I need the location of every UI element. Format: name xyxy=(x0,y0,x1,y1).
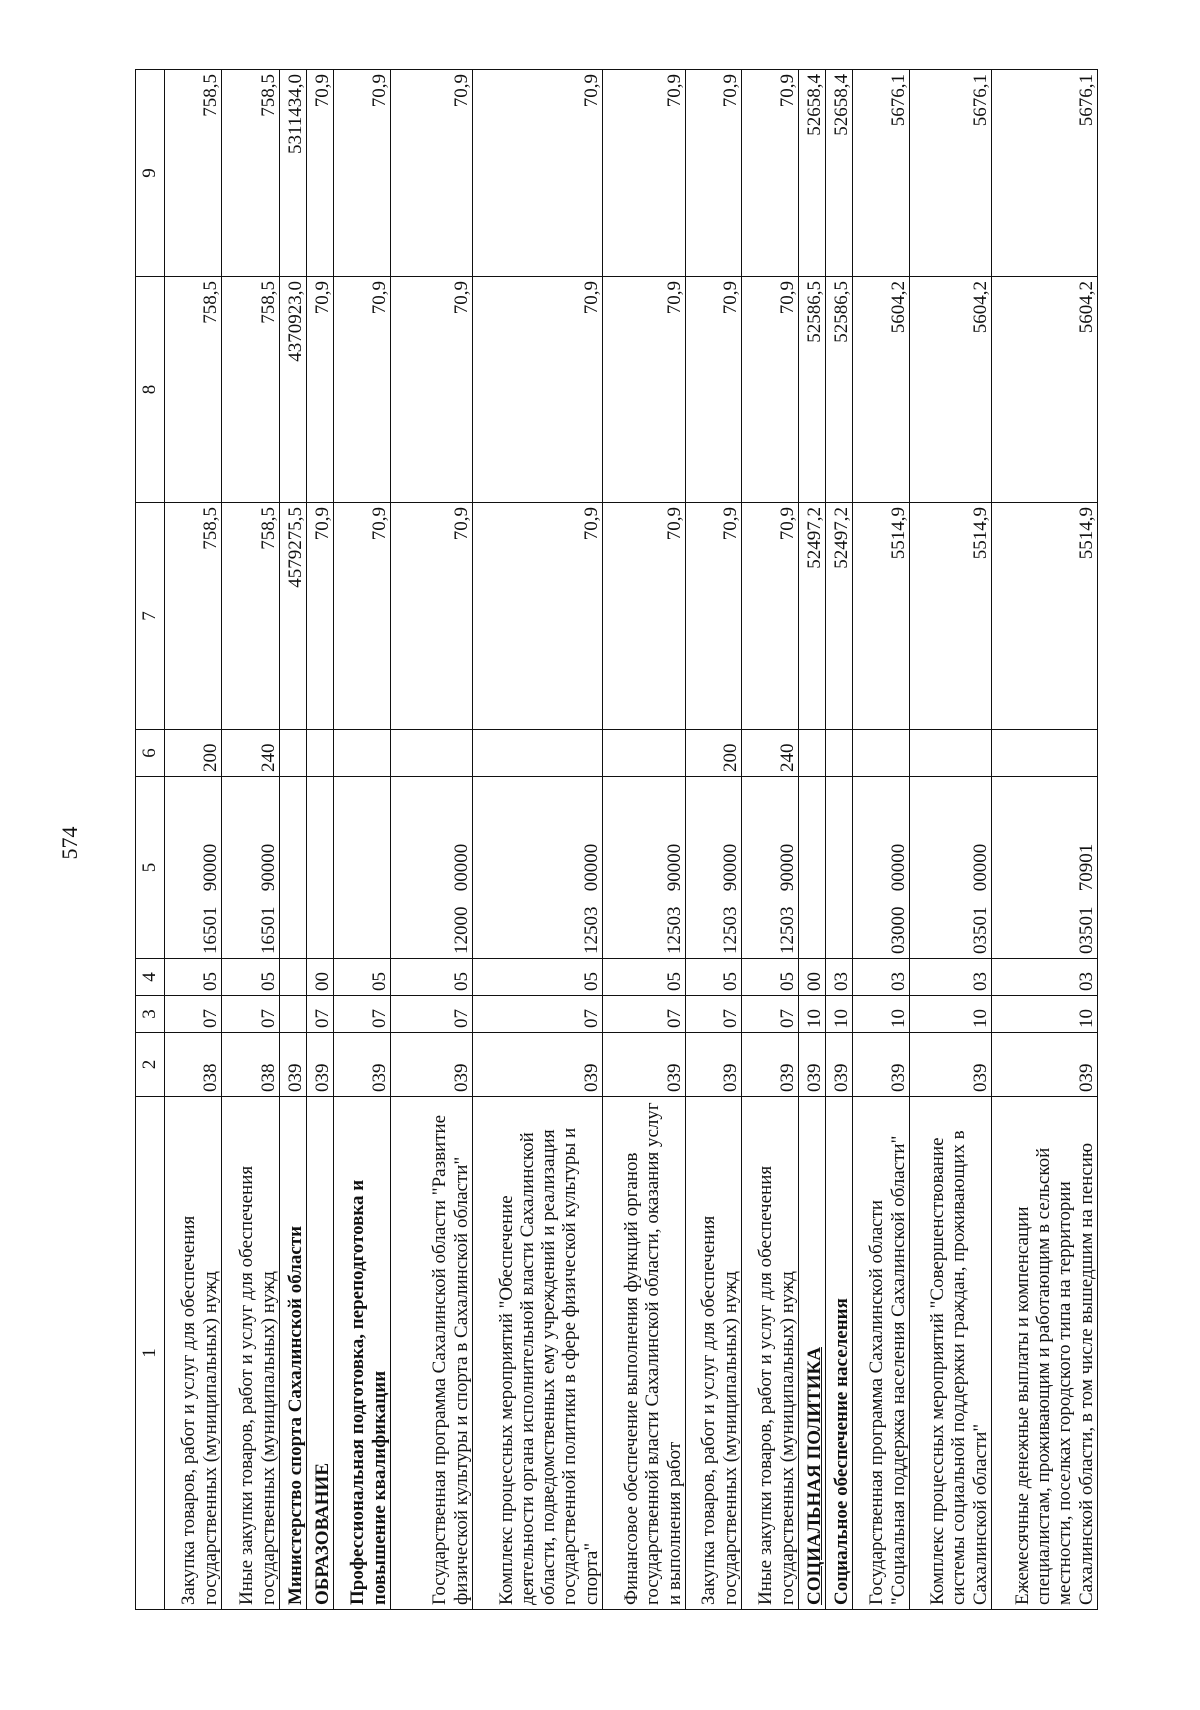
cell-c2: 039 xyxy=(280,1033,307,1097)
row-name: Комплекс процессных мероприятий "Обеспечение деятельности органа исполнительной власти Сахалинской области, подведомственных ему учреждений и реализация государственной политики в сфере физической культуры и спорта" xyxy=(473,1097,603,1610)
cell-c3: 07 xyxy=(603,996,686,1033)
cell-c5 xyxy=(742,777,799,959)
cell-c3: 07 xyxy=(165,996,222,1033)
cell-c3: 07 xyxy=(742,996,799,1033)
csr-part-1: 16501 xyxy=(199,906,221,954)
cell-c5 xyxy=(222,777,280,959)
cell-c3: 07 xyxy=(686,996,742,1033)
row-name: Ежемесячные денежные выплаты и компенсации специалистам, проживающим и работающим в сельской местности, поселках городского типа на территории Сахалинской области, в том числе вышедшим на пенсию xyxy=(992,1097,1098,1610)
cell-c8: 70,9 xyxy=(473,277,603,503)
cell-c7: 5514,9 xyxy=(992,503,1098,730)
csr-part-2: 90000 xyxy=(719,843,741,892)
cell-c2: 039 xyxy=(391,1033,473,1097)
cell-c8: 70,9 xyxy=(307,277,334,503)
cell-c2: 039 xyxy=(603,1033,686,1097)
csr-part-2: 00000 xyxy=(887,843,909,892)
cell-c4: 03 xyxy=(826,959,853,996)
row-name: Иные закупки товаров, работ и услуг для обеспечения государственных (муниципальных) нужд xyxy=(222,1097,280,1610)
cell-c6: 240 xyxy=(222,730,280,777)
row-name: ОБРАЗОВАНИЕ xyxy=(307,1097,334,1610)
cell-c6 xyxy=(307,730,334,777)
cell-c7: 70,9 xyxy=(603,503,686,730)
csr-part-2: 00000 xyxy=(580,843,602,892)
cell-c9: 5676,1 xyxy=(853,70,910,277)
cell-c5 xyxy=(826,777,853,959)
cell-c2: 039 xyxy=(307,1033,334,1097)
table-row xyxy=(826,70,853,1610)
cell-c7: 4579275,5 xyxy=(280,503,307,730)
row-name xyxy=(799,1097,826,1610)
header-row xyxy=(136,70,165,1610)
cell-c5 xyxy=(910,777,992,959)
csr-part-1: 03501 xyxy=(1075,906,1097,954)
cell-c4: 05 xyxy=(473,959,603,996)
cell-c3: 07 xyxy=(334,996,391,1033)
cell-c8: 5604,2 xyxy=(910,277,992,503)
cell-c9: 70,9 xyxy=(307,70,334,277)
table-row xyxy=(334,70,391,1610)
cell-c9: 52658,4 xyxy=(799,70,826,277)
cell-c5 xyxy=(853,777,910,959)
cell-c2: 039 xyxy=(473,1033,603,1097)
cell-c2: 039 xyxy=(992,1033,1098,1097)
table-row xyxy=(603,70,686,1610)
cell-c4: 05 xyxy=(391,959,473,996)
cell-c9: 70,9 xyxy=(603,70,686,277)
row-name: Министерство спорта Сахалинской области xyxy=(280,1097,307,1610)
cell-c8: 758,5 xyxy=(222,277,280,503)
cell-c4: 03 xyxy=(992,959,1098,996)
csr-part-1: 12503 xyxy=(663,906,685,954)
col-header-2: 2 xyxy=(136,1033,165,1097)
row-name: Закупка товаров, работ и услуг для обеспечения государственных (муниципальных) нужд xyxy=(686,1097,742,1610)
cell-c7: 70,9 xyxy=(391,503,473,730)
cell-c9: 5676,1 xyxy=(910,70,992,277)
cell-c9: 70,9 xyxy=(686,70,742,277)
page-number: 574 xyxy=(57,826,82,860)
cell-c8: 70,9 xyxy=(391,277,473,503)
table-row xyxy=(280,70,307,1610)
table-row xyxy=(473,70,603,1610)
csr-part-1: 12503 xyxy=(580,906,602,954)
col-header-9: 9 xyxy=(136,70,165,277)
cell-c7: 758,5 xyxy=(222,503,280,730)
csr-part-1: 12503 xyxy=(719,906,741,954)
cell-c8: 4370923,0 xyxy=(280,277,307,503)
cell-c6 xyxy=(992,730,1098,777)
table-row xyxy=(910,70,992,1610)
csr-part-1: 03501 xyxy=(969,906,991,954)
cell-c4 xyxy=(280,959,307,996)
col-header-7: 7 xyxy=(136,503,165,730)
cell-c6: 200 xyxy=(686,730,742,777)
cell-c5 xyxy=(686,777,742,959)
row-name: Комплекс процессных мероприятий "Совершенствование системы социальной поддержки граждан, проживающих в Сахалинской области" xyxy=(910,1097,992,1610)
csr-part-2: 90000 xyxy=(776,843,798,892)
col-header-6: 6 xyxy=(136,730,165,777)
cell-c6 xyxy=(799,730,826,777)
cell-c2: 039 xyxy=(686,1033,742,1097)
cell-c7: 70,9 xyxy=(686,503,742,730)
cell-c6 xyxy=(603,730,686,777)
cell-c5 xyxy=(334,777,391,959)
row-name: Профессиональная подготовка, переподготовка и повышение квалификации xyxy=(334,1097,391,1610)
table-row xyxy=(992,70,1098,1610)
table-row xyxy=(742,70,799,1610)
row-name: Иные закупки товаров, работ и услуг для обеспечения государственных (муниципальных) нужд xyxy=(742,1097,799,1610)
cell-c4: 05 xyxy=(334,959,391,996)
cell-c3: 10 xyxy=(992,996,1098,1033)
row-name: Государственная программа Сахалинской области "Развитие физической культуры и спорта в Сахалинской области" xyxy=(391,1097,473,1610)
cell-c4: 03 xyxy=(910,959,992,996)
cell-c2: 039 xyxy=(742,1033,799,1097)
cell-c7: 70,9 xyxy=(334,503,391,730)
cell-c6 xyxy=(853,730,910,777)
cell-c5 xyxy=(473,777,603,959)
cell-c3 xyxy=(280,996,307,1033)
cell-c9: 70,9 xyxy=(391,70,473,277)
cell-c5 xyxy=(603,777,686,959)
csr-part-1: 12503 xyxy=(776,906,798,954)
cell-c3: 10 xyxy=(799,996,826,1033)
table-row xyxy=(307,70,334,1610)
cell-c8: 70,9 xyxy=(603,277,686,503)
col-header-3: 3 xyxy=(136,996,165,1033)
cell-c4: 05 xyxy=(686,959,742,996)
csr-part-2: 90000 xyxy=(199,843,221,892)
cell-c8: 70,9 xyxy=(686,277,742,503)
cell-c8: 52586,5 xyxy=(826,277,853,503)
row-name: Закупка товаров, работ и услуг для обеспечения государственных (муниципальных) нужд xyxy=(165,1097,222,1610)
cell-c7: 70,9 xyxy=(307,503,334,730)
cell-c4: 00 xyxy=(799,959,826,996)
cell-c2: 039 xyxy=(799,1033,826,1097)
cell-c6 xyxy=(334,730,391,777)
cell-c9: 70,9 xyxy=(742,70,799,277)
cell-c7: 70,9 xyxy=(742,503,799,730)
table-row xyxy=(222,70,280,1610)
table-row xyxy=(853,70,910,1610)
cell-c3: 10 xyxy=(853,996,910,1033)
cell-c9: 70,9 xyxy=(473,70,603,277)
csr-part-2: 00000 xyxy=(969,843,991,892)
cell-c4: 05 xyxy=(165,959,222,996)
cell-c6 xyxy=(910,730,992,777)
csr-part-1: 12000 xyxy=(450,906,472,954)
col-header-8: 8 xyxy=(136,277,165,503)
cell-c5 xyxy=(280,777,307,959)
cell-c3: 07 xyxy=(391,996,473,1033)
csr-part-1: 03000 xyxy=(887,906,909,954)
cell-c7: 5514,9 xyxy=(910,503,992,730)
row-name: Финансовое обеспечение выполнения функций органов государственной власти Сахалинской области, оказания услуг и выполнения работ xyxy=(603,1097,686,1610)
cell-c2: 038 xyxy=(222,1033,280,1097)
cell-c3: 07 xyxy=(307,996,334,1033)
table-row xyxy=(686,70,742,1610)
table-row xyxy=(799,70,826,1610)
cell-c4: 05 xyxy=(742,959,799,996)
cell-c2: 039 xyxy=(334,1033,391,1097)
cell-c2: 039 xyxy=(853,1033,910,1097)
cell-c9: 5311434,0 xyxy=(280,70,307,277)
cell-c8: 52586,5 xyxy=(799,277,826,503)
cell-c2: 039 xyxy=(910,1033,992,1097)
cell-c7: 758,5 xyxy=(165,503,222,730)
cell-c2: 039 xyxy=(826,1033,853,1097)
table-row xyxy=(391,70,473,1610)
cell-c6: 200 xyxy=(165,730,222,777)
cell-c5 xyxy=(391,777,473,959)
cell-c2: 038 xyxy=(165,1033,222,1097)
cell-c7: 5514,9 xyxy=(853,503,910,730)
cell-c7: 52497,2 xyxy=(799,503,826,730)
rotated-table-container xyxy=(135,70,1115,1610)
cell-c6 xyxy=(826,730,853,777)
cell-c9: 758,5 xyxy=(165,70,222,277)
cell-c8: 70,9 xyxy=(742,277,799,503)
csr-part-2: 00000 xyxy=(450,843,472,892)
cell-c3: 10 xyxy=(826,996,853,1033)
cell-c6 xyxy=(280,730,307,777)
col-header-4: 4 xyxy=(136,959,165,996)
csr-part-1: 16501 xyxy=(257,906,279,954)
cell-c5 xyxy=(307,777,334,959)
row-name: Социальное обеспечение населения xyxy=(826,1097,853,1610)
cell-c3: 07 xyxy=(222,996,280,1033)
cell-c5 xyxy=(165,777,222,959)
cell-c7: 52497,2 xyxy=(826,503,853,730)
cell-c6 xyxy=(473,730,603,777)
cell-c6: 240 xyxy=(742,730,799,777)
col-header-1: 1 xyxy=(136,1097,165,1610)
cell-c5 xyxy=(992,777,1098,959)
cell-c3: 10 xyxy=(910,996,992,1033)
csr-part-2: 70901 xyxy=(1075,843,1097,892)
cell-c4: 05 xyxy=(603,959,686,996)
table-row xyxy=(165,70,222,1610)
csr-part-2: 90000 xyxy=(257,843,279,892)
cell-c9: 70,9 xyxy=(334,70,391,277)
col-header-5: 5 xyxy=(136,777,165,959)
cell-c8: 70,9 xyxy=(334,277,391,503)
csr-part-2: 90000 xyxy=(663,843,685,892)
cell-c8: 5604,2 xyxy=(992,277,1098,503)
cell-c7: 70,9 xyxy=(473,503,603,730)
cell-c9: 5676,1 xyxy=(992,70,1098,277)
cell-c4: 00 xyxy=(307,959,334,996)
cell-c9: 52658,4 xyxy=(826,70,853,277)
cell-c8: 5604,2 xyxy=(853,277,910,503)
cell-c3: 07 xyxy=(473,996,603,1033)
row-name: Государственная программа Сахалинской области "Социальная поддержка населения Сахалинской области" xyxy=(853,1097,910,1610)
cell-c4: 05 xyxy=(222,959,280,996)
budget-table xyxy=(135,69,1098,1610)
cell-c9: 758,5 xyxy=(222,70,280,277)
cell-c8: 758,5 xyxy=(165,277,222,503)
row-name-text: СОЦИАЛЬНАЯ ПОЛИТИКА xyxy=(803,1347,825,1605)
cell-c5 xyxy=(799,777,826,959)
cell-c6 xyxy=(391,730,473,777)
cell-c4: 03 xyxy=(853,959,910,996)
